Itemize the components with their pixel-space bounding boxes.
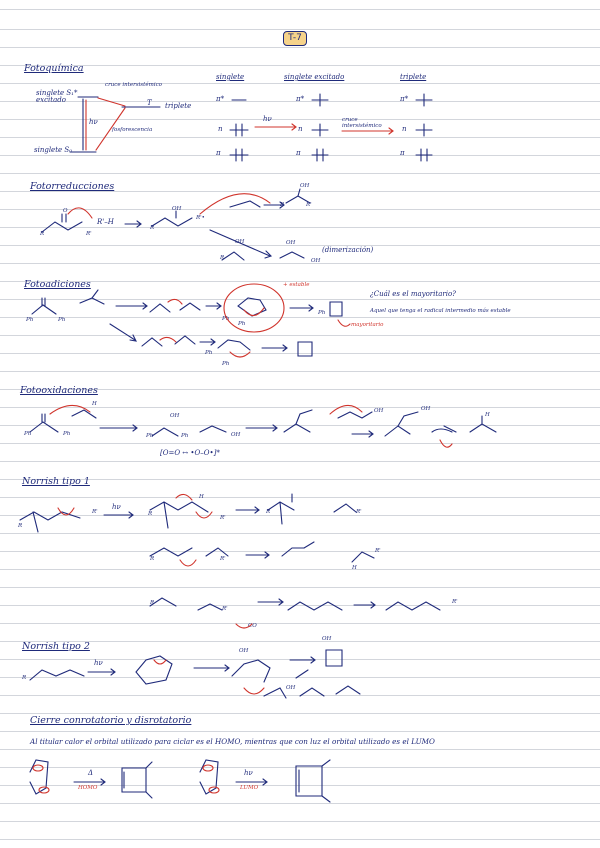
fo-oh-2: OH <box>231 432 241 438</box>
orbital-pi-1: π <box>216 149 221 157</box>
n1-r2-5: R' <box>375 548 381 554</box>
fo-oh-4: OH <box>421 406 431 412</box>
fr-dimer: (dimerización) <box>322 246 374 254</box>
fr-r-3: R <box>280 202 285 208</box>
fa-question: ¿Cuál es el mayoritario? <box>370 290 456 298</box>
fa-ph-5: Ph <box>318 310 326 316</box>
orbital-pistar-2: π* <box>296 95 305 103</box>
n1-r-5: R <box>150 600 155 606</box>
jablonski-t: T <box>147 99 152 107</box>
n1-r2-4: R' <box>220 556 226 562</box>
jablonski-singlete-excitado: singlete S₁* excitado <box>36 89 78 104</box>
section-title-cierre: Cierre conrotatorio y disrotatorio <box>30 715 192 726</box>
cierre-text: Al titular calor el orbital utilizado para ciclar es el HOMO, mientras que con luz el orbital utilizado es el LUMO <box>30 737 435 746</box>
jablonski-diagram <box>70 97 160 152</box>
fo-h-1: H <box>92 401 97 407</box>
fo-ph-3: Ph <box>146 433 154 439</box>
fa-ph-7: Ph <box>222 361 230 367</box>
n1-h-2: H <box>352 565 357 571</box>
fr-oh-5: OH <box>311 258 321 264</box>
fo-ph-2: Ph <box>63 431 71 437</box>
n2-oh-1: OH <box>322 636 332 642</box>
orbital-diagram <box>230 94 432 161</box>
fr-r-prime-h: R'–H <box>97 218 114 226</box>
norrish1-diagram <box>20 494 440 628</box>
fotoadiciones-diagram <box>32 284 350 357</box>
orbital-n-1: n <box>218 125 223 133</box>
cierre-homo: HOMO <box>78 785 98 791</box>
orbital-pi-2: π <box>296 149 301 157</box>
fo-oh-3: OH <box>374 408 384 414</box>
fr-oh-4: OH <box>286 240 296 246</box>
jablonski-triplete: triplete <box>165 102 192 110</box>
fr-r-1: R <box>40 231 45 237</box>
fr-oh-2: OH <box>300 183 310 189</box>
orbital-pistar-1: π* <box>216 95 225 103</box>
jablonski-cruce: cruce intersistémico <box>105 82 162 88</box>
n1-r-1: R <box>18 523 23 529</box>
fo-ph-4: Ph <box>181 433 189 439</box>
fa-ph-1: Ph <box>26 317 34 323</box>
n1-r-2: R <box>148 511 153 517</box>
fr-r2-1: R' <box>86 231 92 237</box>
fr-oh-1: OH <box>172 206 182 212</box>
section-title-fotoquimica: Fotoquímica <box>24 63 84 74</box>
n2-oh-3: OH <box>286 685 296 691</box>
fr-r2-3: R' <box>306 202 312 208</box>
fr-o: O <box>63 208 68 214</box>
n1-h-1: H <box>199 494 204 500</box>
fo-h-2: H <box>485 412 490 418</box>
fr-r-4: R <box>220 255 225 261</box>
n1-r2-3: R' <box>356 509 362 515</box>
cierre-hv: hν <box>244 769 253 777</box>
orbital-col-singlete-excitado: singlete excitado <box>284 73 345 81</box>
orbital-cruce: cruce intersistémico <box>342 117 382 129</box>
n1-r2-7: R' <box>452 599 458 605</box>
fa-ph-3: Ph <box>222 316 230 322</box>
jablonski-singlete-s0: singlete S₀ <box>34 146 72 154</box>
n2-r-1: R <box>22 675 27 681</box>
orbital-hv: hν <box>263 115 272 123</box>
jablonski-fosforescencia: fosforescencia <box>112 127 153 133</box>
orbital-pistar-3: π* <box>400 95 409 103</box>
section-title-fotorreducciones: Fotorreducciones <box>30 181 115 192</box>
n2-hv: hν <box>94 659 103 667</box>
n2-oh-2: OH <box>239 648 249 654</box>
n1-co: CO <box>248 623 257 629</box>
orbital-col-singlete: singlete <box>216 73 245 81</box>
n1-r2-2: R' <box>220 515 226 521</box>
fotorreducciones-diagram <box>42 189 310 260</box>
jablonski-hv: hν <box>89 118 98 126</box>
cierre-diagram <box>30 760 330 802</box>
fotooxidaciones-diagram <box>30 405 496 447</box>
section-title-fotooxidaciones: Fotooxidaciones <box>20 385 98 396</box>
fr-r-2: R <box>150 225 155 231</box>
norrish2-diagram <box>30 650 360 698</box>
fa-estable: + estable <box>283 282 310 288</box>
section-title-fotoadiciones: Fotoadiciones <box>24 279 91 290</box>
cierre-delta: Δ <box>88 769 94 777</box>
orbital-pi-3: π <box>400 149 405 157</box>
fa-ph-6: Ph <box>205 350 213 356</box>
fr-r-prime-dot: R'• <box>196 215 205 221</box>
fa-mayoritario: mayoritario <box>351 322 384 328</box>
orbital-n-2: n <box>298 125 303 133</box>
orbital-n-3: n <box>402 125 407 133</box>
fa-ph-2: Ph <box>58 317 66 323</box>
n1-r2-6: R' <box>222 606 228 612</box>
fo-oh-1: OH <box>170 413 180 419</box>
n1-r2-1: R' <box>92 509 98 515</box>
n1-hv: hν <box>112 503 121 511</box>
section-title-norrish1: Norrish tipo 1 <box>22 476 90 487</box>
section-title-norrish2: Norrish tipo 2 <box>22 641 90 652</box>
fa-ph-4: Ph <box>238 321 246 327</box>
orbital-col-triplete: triplete <box>400 73 427 81</box>
fr-oh-3: OH <box>235 239 245 245</box>
cierre-lumo: LUMO <box>240 785 259 791</box>
fo-ph-1: Ph <box>24 431 32 437</box>
n1-r-4: R <box>150 556 155 562</box>
page-tag: T-7 <box>283 31 307 46</box>
n1-r-3: R <box>266 509 271 515</box>
fa-answer: Aquel que tenga el radical intermedio más estable <box>370 308 511 314</box>
fo-oxygen: [O=O ↔ •O–O•]* <box>160 449 220 457</box>
